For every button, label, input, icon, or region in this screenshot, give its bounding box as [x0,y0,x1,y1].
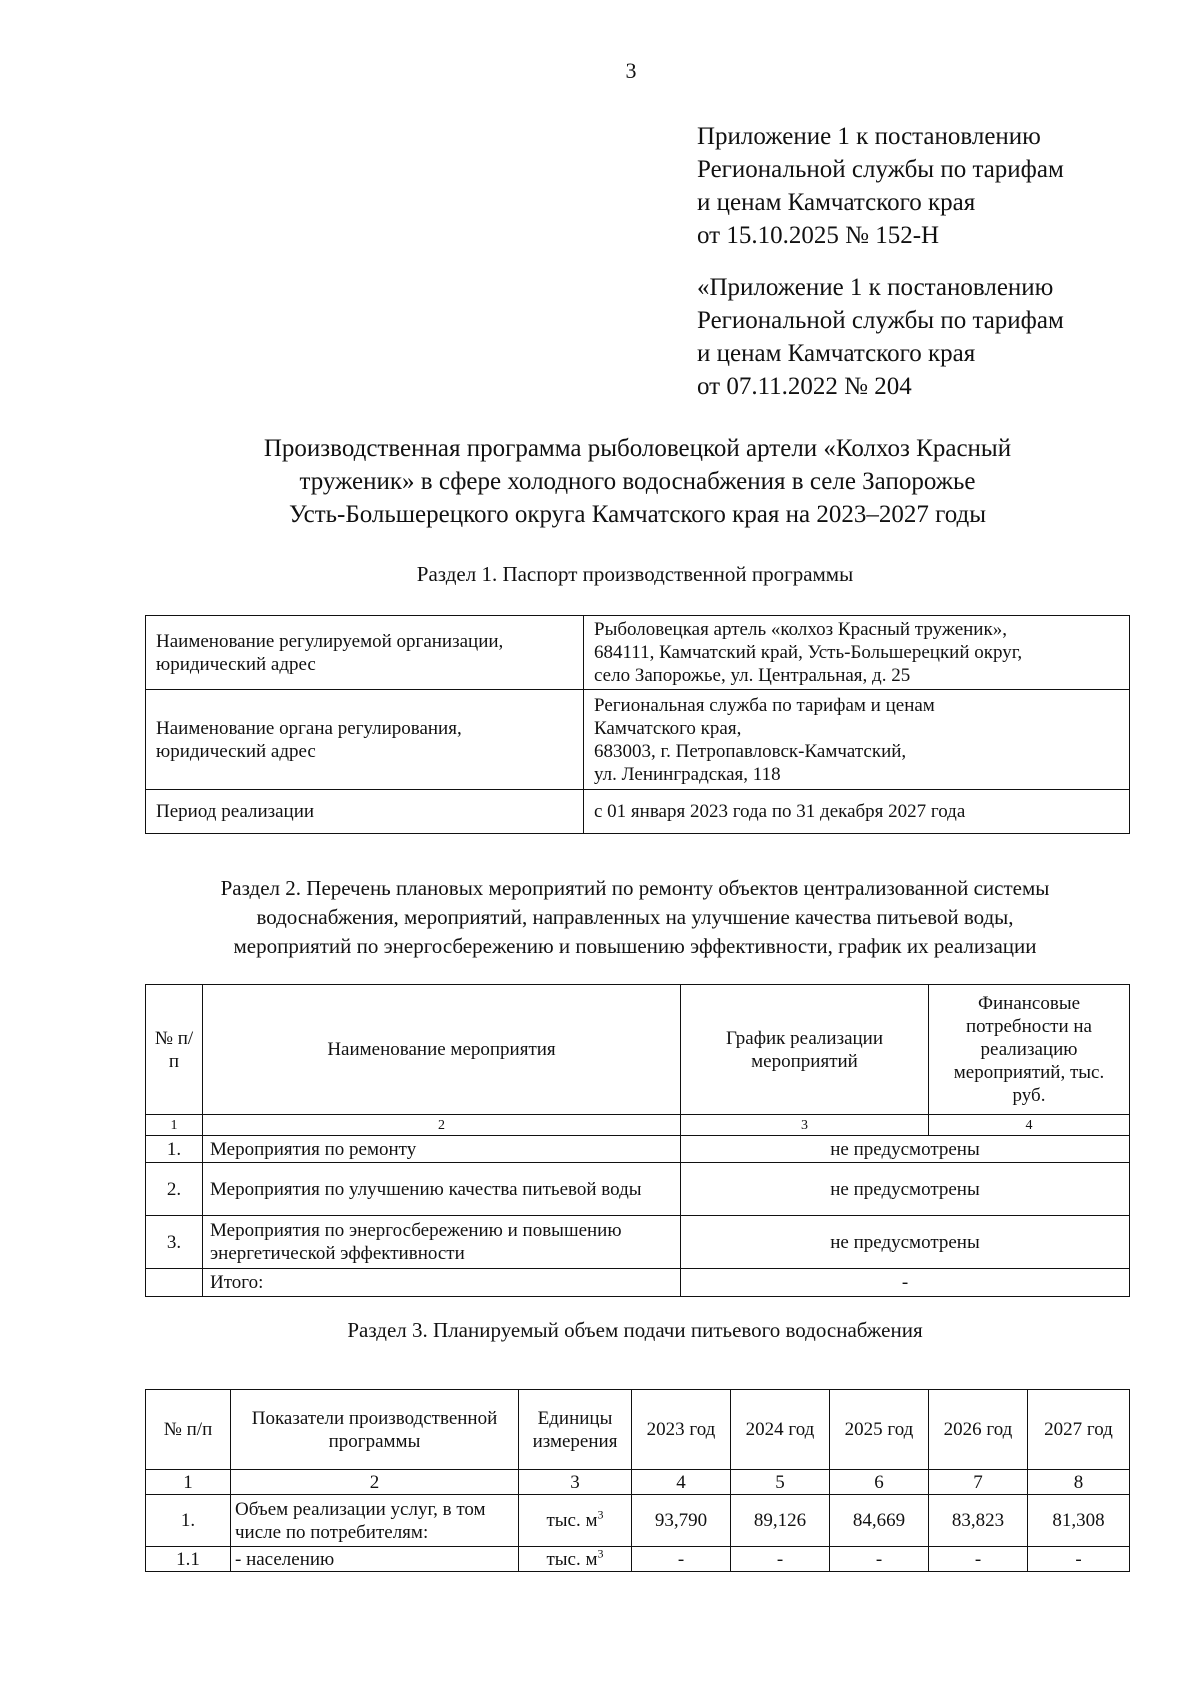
measure-name: Мероприятия по энергосбережению и повышению энергетической эффективности [203,1216,681,1269]
value-cell: - [1028,1547,1130,1572]
table-row [146,1163,1130,1216]
table-row [146,690,1130,790]
table-row [146,1547,1130,1572]
row-number: 1.1 [146,1547,231,1572]
passport-label: Наименование органа регулирования, юридический адрес [146,690,584,790]
value-cell: 89,126 [731,1495,830,1547]
column-number-row [146,1115,1130,1136]
total-label: Итого: [203,1269,681,1297]
value-cell: - [929,1547,1028,1572]
appendix-current [697,120,1064,252]
total-value: - [681,1269,1130,1297]
col-header: Наименование мероприятия [203,985,681,1115]
col-header: Единицы измерения [519,1390,632,1470]
row-number: 2. [146,1163,203,1216]
col-header: № п/п [146,1390,231,1470]
row-number: 1. [146,1495,231,1547]
col-number: 3 [519,1470,632,1495]
table-row [146,1216,1130,1269]
measure-status: не предусмотрены [681,1216,1130,1269]
section3-heading: Раздел 3. Планируемый объем подачи питьевого водоснабжения [347,1318,923,1342]
col-header: Показатели производственной программы [231,1390,519,1470]
col-header: 2023 год [632,1390,731,1470]
col-number: 7 [929,1470,1028,1495]
passport-value: Рыболовецкая артель «колхоз Красный труженик», 684111, Камчатский край, Усть-Большерецкий округ, село Запорожье, ул. Центральная, д. 25 [584,616,1130,690]
col-header: График реализации мероприятий [681,985,929,1115]
col-number: 2 [231,1470,519,1495]
measure-status: не предусмотрены [681,1136,1130,1163]
appendix-line: «Приложение 1 к постановлению [697,274,1054,301]
col-number: 6 [830,1470,929,1495]
col-header: 2026 год [929,1390,1028,1470]
indicator-name: - населению [231,1547,519,1572]
appendix-previous [697,271,1064,403]
col-number: 2 [203,1115,681,1136]
passport-table [145,615,1130,834]
volume-table [145,1389,1130,1572]
appendix-line: от 15.10.2025 № 152-Н [697,222,940,249]
value-cell: - [830,1547,929,1572]
measure-name: Мероприятия по ремонту [203,1136,681,1163]
passport-label: Период реализации [146,790,584,834]
row-number [146,1269,203,1297]
col-number: 5 [731,1470,830,1495]
title-line: Усть-Большерецкого округа Камчатского края на 2023–2027 годы [288,501,987,528]
appendix-line: Региональной службы по тарифам [697,307,1064,334]
col-number: 4 [632,1470,731,1495]
table-row [146,616,1130,690]
header-row [146,985,1130,1115]
appendix-line: Приложение 1 к постановлению [697,123,1041,150]
value-cell: 81,308 [1028,1495,1130,1547]
passport-label: Наименование регулируемой организации, юридический адрес [146,616,584,690]
header-row [146,1390,1130,1470]
measures-table [145,984,1130,1297]
col-number: 1 [146,1115,203,1136]
col-number: 3 [681,1115,929,1136]
col-header: № п/п [146,985,203,1115]
value-cell: 93,790 [632,1495,731,1547]
column-number-row [146,1470,1130,1495]
passport-value: Региональная служба по тарифам и ценам Камчатского края, 683003, г. Петропавловск-Камчатский, ул. Ленинградская, 118 [584,690,1130,790]
document-title [150,432,1125,531]
passport-value: с 01 января 2023 года по 31 декабря 2027 года [584,790,1130,834]
col-header: 2027 год [1028,1390,1130,1470]
measure-status: не предусмотрены [681,1163,1130,1216]
value-cell: 83,823 [929,1495,1028,1547]
title-line: труженик» в сфере холодного водоснабжения в селе Запорожье [299,468,976,495]
col-number: 8 [1028,1470,1130,1495]
indicator-name: Объем реализации услуг, в том числе по потребителям: [231,1495,519,1547]
appendix-line: Региональной службы по тарифам [697,156,1064,183]
col-number: 1 [146,1470,231,1495]
appendix-line: и ценам Камчатского края [697,340,976,367]
value-cell: - [731,1547,830,1572]
total-row [146,1269,1130,1297]
unit-cell: тыс. $м^3$ [519,1495,632,1547]
value-cell: 84,669 [830,1495,929,1547]
title-line: Производственная программа рыболовецкой артели «Колхоз Красный [263,435,1012,462]
section1-heading: Раздел 1. Паспорт производственной программы [416,562,854,586]
page-number: 3 [625,58,637,83]
appendix-line: и ценам Камчатского края [697,189,976,216]
col-header: Финансовые потребности на реализацию мероприятий, тыс. руб. [929,985,1130,1115]
col-header: 2024 год [731,1390,830,1470]
table-row [146,1495,1130,1547]
section2-heading: Раздел 2. Перечень плановых мероприятий по ремонту объектов централизованной системы водоснабжения, мероприятий, направленных на улучшение качества питьевой воды, мероприятий по энергосбережению и повышению эффективности, график их реализации [220,876,1050,958]
table-row [146,1136,1130,1163]
unit-cell: тыс. $м^3$ [519,1547,632,1572]
measure-name: Мероприятия по улучшению качества питьевой воды [203,1163,681,1216]
appendix-line: от 07.11.2022 № 204 [697,373,912,400]
value-cell: - [632,1547,731,1572]
col-header: 2025 год [830,1390,929,1470]
row-number: 3. [146,1216,203,1269]
row-number: 1. [146,1136,203,1163]
col-number: 4 [929,1115,1130,1136]
table-row [146,790,1130,834]
